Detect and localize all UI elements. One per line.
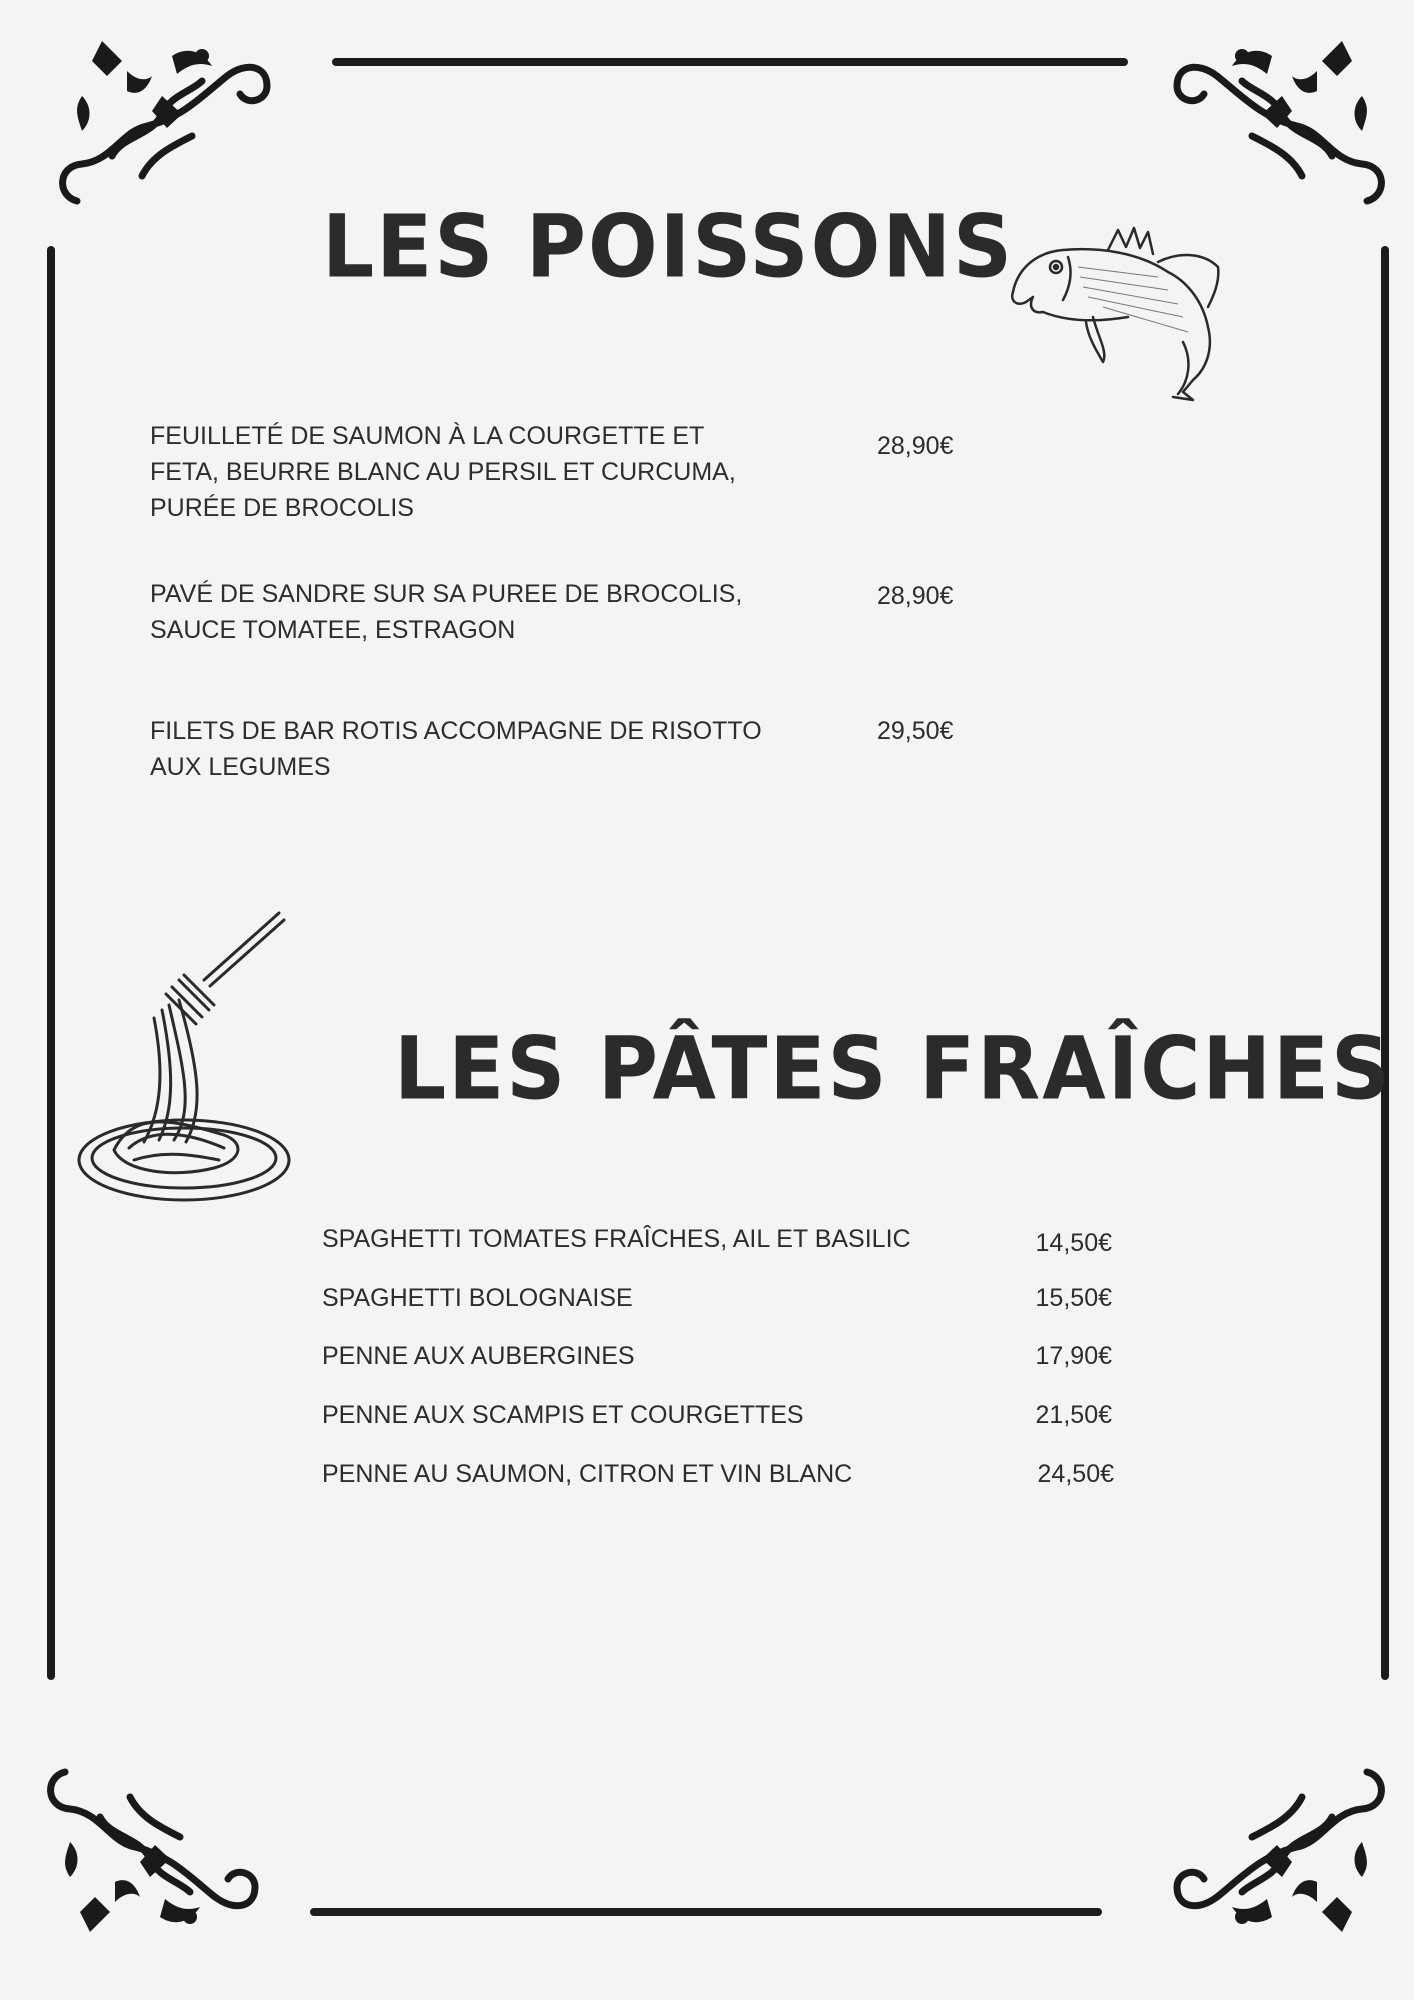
flourish-corner-icon	[1162, 1762, 1392, 1937]
pasta-item-3	[322, 1338, 1112, 1378]
fish-item-2-price: 28,90€	[877, 582, 954, 610]
pasta-item-4-name: PENNE AUX SCAMPIS ET COURGETTES	[322, 1401, 804, 1429]
left-rule	[47, 246, 55, 1680]
right-rule	[1381, 246, 1389, 1680]
fish-item-1-name: FEUILLETÉ DE SAUMON À LA COURGETTE ET FETA, BEURRE BLANC AU PERSIL ET CURCUMA, PURÉE DE BROCOLIS	[150, 422, 736, 522]
fish-item-2-name: PAVÉ DE SANDRE SUR SA PUREE DE BROCOLIS, SAUCE TOMATEE, ESTRAGON	[150, 580, 743, 644]
top-rule	[332, 58, 1128, 66]
pasta-item-4	[322, 1397, 1112, 1437]
fish-item-3-price: 29,50€	[877, 717, 954, 745]
pasta-item-1	[322, 1221, 1112, 1261]
fish-item-1-price: 28,90€	[877, 432, 954, 460]
pasta-item-5	[322, 1456, 1112, 1496]
pasta-item-1-price: 14,50€	[1035, 1229, 1112, 1257]
flourish-corner-icon	[40, 1762, 270, 1937]
fish-illustration-icon	[1008, 222, 1238, 407]
pasta-item-2	[322, 1280, 1112, 1320]
pasta-section-title: LES PÂTES FRAÎCHES	[394, 1019, 1393, 1120]
pasta-item-2-price: 15,50€	[1035, 1284, 1112, 1312]
pasta-item-1-name: SPAGHETTI TOMATES FRAÎCHES, AIL ET BASILIC	[322, 1225, 911, 1253]
pasta-item-2-name: SPAGHETTI BOLOGNAISE	[322, 1284, 633, 1312]
flourish-corner-icon	[1162, 36, 1392, 211]
pasta-item-4-price: 21,50€	[1035, 1401, 1112, 1429]
pasta-item-5-name: PENNE AU SAUMON, CITRON ET VIN BLANC	[322, 1460, 853, 1488]
pasta-item-3-price: 17,90€	[1035, 1342, 1112, 1370]
bottom-rule	[310, 1908, 1102, 1916]
pasta-item-3-name: PENNE AUX AUBERGINES	[322, 1342, 635, 1370]
fish-section-title: LES POISSONS	[322, 197, 1015, 298]
pasta-item-5-price: 24,50€	[1037, 1460, 1114, 1488]
fish-item-3-name: FILETS DE BAR ROTIS ACCOMPAGNE DE RISOTTO AUX LEGUMES	[150, 717, 762, 781]
flourish-corner-icon	[52, 36, 282, 211]
spaghetti-fork-icon	[74, 910, 294, 1210]
